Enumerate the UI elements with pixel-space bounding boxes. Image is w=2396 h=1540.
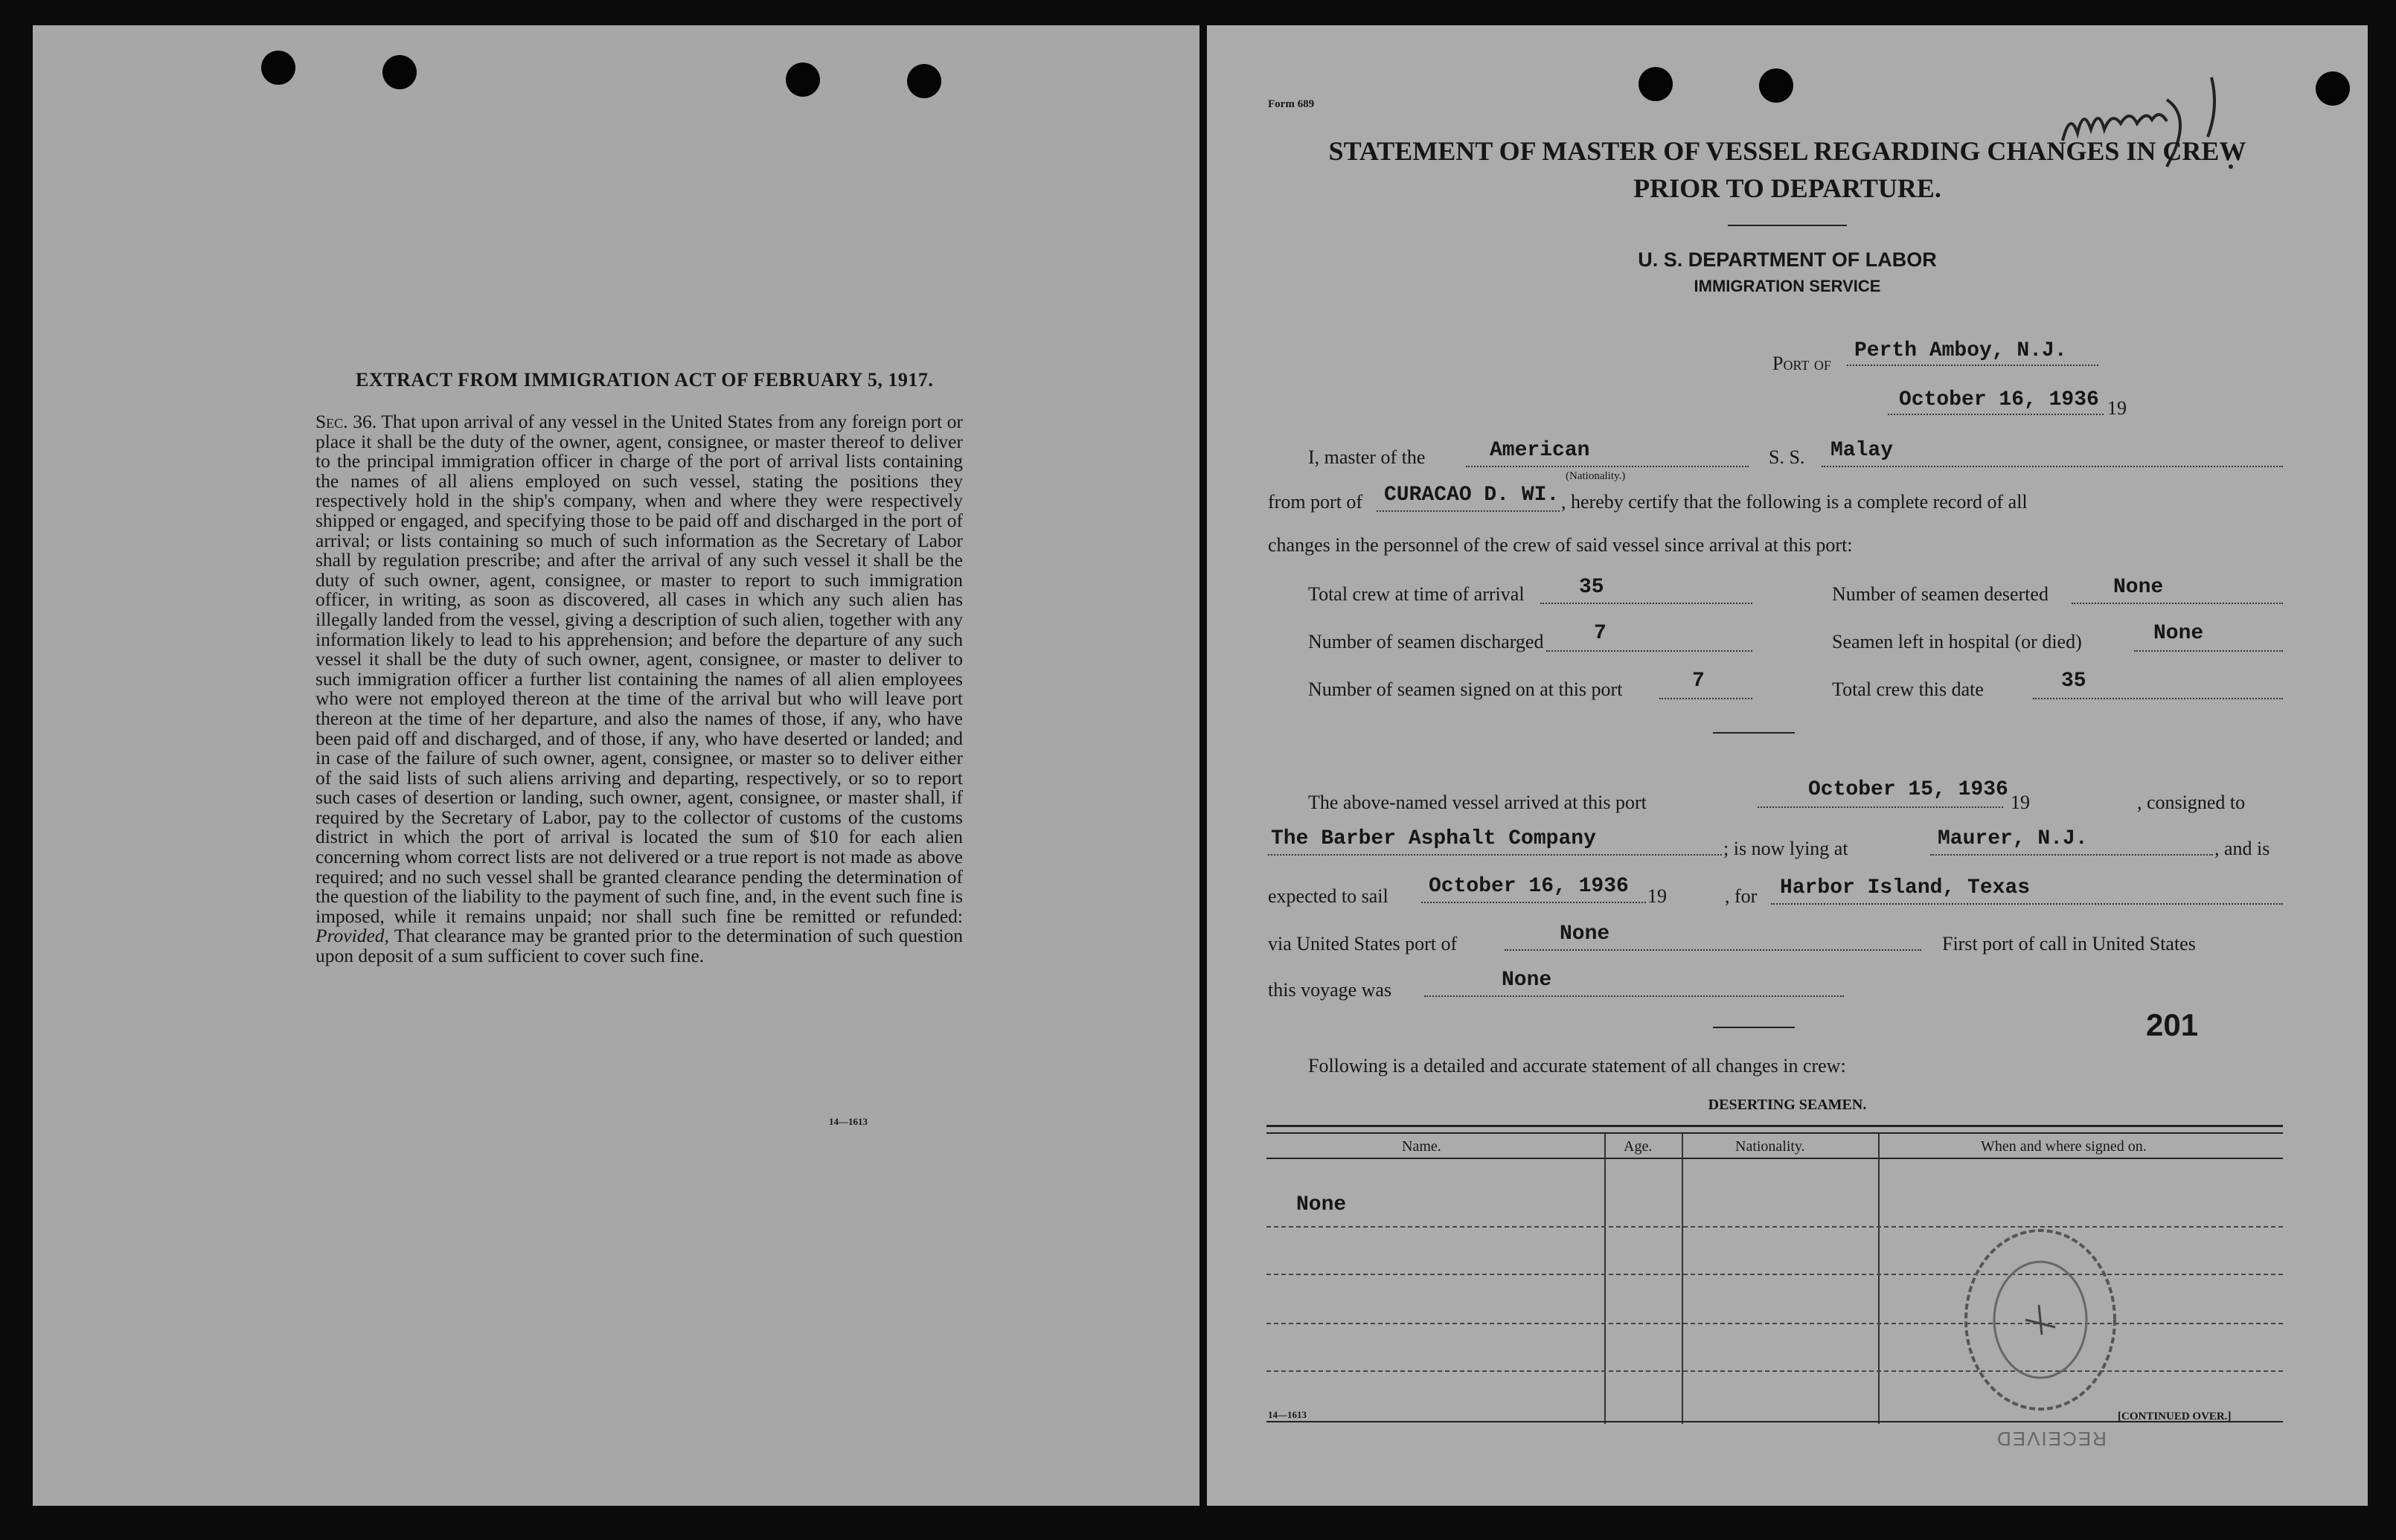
table-column-divider	[1682, 1134, 1683, 1424]
form-title-line1: STATEMENT OF MASTER OF VESSEL REGARDING CHANGES IN CREW	[1328, 136, 2246, 166]
table-entry-name: None	[1296, 1193, 1347, 1216]
hospital-value: None	[2153, 622, 2204, 645]
from-port-label: from port of	[1268, 491, 1363, 513]
divider	[1728, 225, 1847, 226]
master-prefix: I, master of the	[1308, 446, 1426, 468]
extract-text: That upon arrival of any vessel in the United States from any foreign port or place it shall be the duty of the owner, agent, consignee, or master thereof to deliver to the principal immigration officer in charge of the port of arrival lists containing the names of all aliens employed on such vessel, stating the positions they respectively hold in the ship's company, when and where they were respectively shipped or engaged, and specifying those to be paid off and discharged in the port of arrival; or lists containing so much of such information as the Secretary of Labor shall by regulation prescribe; and after the arrival of any such vessel it shall be the duty of such owner, agent, consignee, or master to report to such immigration officer, in writing, as soon as discovered, all cases in which any such alien has illegally landed from the vessel, giving a description of such alien, together with any information likely to lead to his apprehension; and before the departure of any such vessel it shall be the duty of such owner, agent, consignee, or master to deliver to such immigration officer a further list containing the names of all alien employees who were not employed thereon at the time of the arrival but who will leave port thereon at the time of her departure, and also the names of those, if any, who have been paid off and discharged, and of those, if any, who have deserted or landed; and in case of the failure of such owner, agent, consignee, or master so to deliver either of the said lists of such aliens arriving and departing, respectively, or so to report such cases of desertion or landing, such owner, agent, consignee, or master shall, if required by the Secretary of Labor, pay to the collector of customs of the customs district in which the port of arrival is located the sum of $10 for each alien concerning whom correct lists are not delivered or a true report is not made as above required; and no such vessel shall be granted clearance pending the determination of the question of the liability to the payment of such fine, and, in the event such fine is imposed, while it remains unpaid; nor shall such fine be remitted or refunded:	[315, 411, 963, 927]
underline	[1505, 949, 1921, 951]
hospital-label: Seamen left in hospital (or died)	[1832, 631, 2082, 652]
changes-text: changes in the personnel of the crew of said vessel since arrival at this port:	[1268, 534, 1853, 556]
deserted-value: None	[2113, 576, 2164, 599]
table-row-line	[1266, 1370, 2283, 1372]
expected-value: October 16, 1936	[1429, 875, 1629, 898]
col-header-name: Name.	[1402, 1138, 1441, 1155]
underline	[1546, 650, 1752, 652]
underline	[1466, 466, 1749, 467]
table-row-line	[1266, 1226, 2283, 1228]
arrived-prefix: The above-named vessel arrived at this port	[1308, 792, 1647, 813]
punch-hole	[382, 55, 417, 89]
total-crew-date-value: 35	[2061, 670, 2086, 693]
first-port-label: First port of call in United States	[1942, 933, 2196, 955]
col-header-age: Age.	[1624, 1138, 1653, 1155]
extract-title: EXTRACT FROM IMMIGRATION ACT OF FEBRUARY 5, 1917.	[356, 369, 934, 391]
underline	[1424, 995, 1844, 997]
received-stamp-seal	[1951, 1201, 2130, 1424]
expected-label: expected to sail	[1268, 885, 1388, 907]
underline	[1421, 902, 1646, 903]
underline	[1659, 698, 1752, 699]
footer-code: 14—1613	[1268, 1409, 1307, 1420]
service-name: IMMIGRATION SERVICE	[1694, 277, 1881, 295]
form-title-line2: PRIOR TO DEPARTURE.	[1633, 173, 1941, 203]
table-column-divider	[1604, 1134, 1606, 1424]
consigned-suffix: , consigned to	[2137, 792, 2246, 813]
table-header-rule	[1266, 1158, 2283, 1159]
date-value: October 16, 1936	[1899, 388, 2099, 411]
ss-label: S. S.	[1769, 446, 1805, 468]
lying-value: Maurer, N.J.	[1938, 827, 2088, 850]
for-label: , for	[1725, 885, 1758, 907]
underline	[2072, 603, 2283, 604]
voyage-value: None	[1502, 969, 1552, 992]
table-top-rule	[1266, 1125, 2283, 1127]
arrived-year-suffix: 19	[2011, 792, 2030, 813]
consignee-value: The Barber Asphalt Company	[1271, 827, 1596, 850]
and-is: , and is	[2214, 838, 2270, 859]
punch-hole	[261, 51, 295, 85]
discharged-label: Number of seamen discharged	[1308, 631, 1544, 652]
col-header-nationality: Nationality.	[1735, 1138, 1805, 1155]
underline	[1268, 854, 1722, 856]
punch-hole	[2316, 71, 2350, 106]
underline	[1758, 806, 2003, 808]
extract-body	[315, 412, 963, 966]
total-crew-arrival-value: 35	[1579, 576, 1604, 599]
arrived-value: October 15, 1936	[1808, 778, 2008, 801]
col-header-signed-on: When and where signed on.	[1981, 1138, 2147, 1155]
divider	[1713, 1027, 1795, 1028]
provided-word: Provided,	[315, 925, 389, 947]
table-top-rule	[1266, 1132, 2283, 1134]
nationality-value: American	[1490, 439, 1590, 462]
nationality-caption: (Nationality.)	[1566, 470, 1626, 482]
underline	[2134, 650, 2283, 652]
discharged-value: 7	[1594, 622, 1607, 645]
continued-note: [CONTINUED OVER.]	[2118, 1411, 2232, 1422]
form-code: 14—1613	[829, 1116, 868, 1127]
ship-name: Malay	[1830, 439, 1894, 462]
signed-on-label: Number of seamen signed on at this port	[1308, 678, 1623, 700]
underline	[1847, 365, 2098, 366]
received-stamp: RECEIVED	[1996, 1428, 2107, 1450]
punch-hole	[1759, 68, 1793, 103]
port-label: Port of	[1772, 353, 1831, 374]
via-value: None	[1560, 923, 1610, 946]
page-number: 201	[2146, 1007, 2199, 1042]
underline	[1377, 510, 1560, 512]
left-page	[33, 25, 1199, 1506]
underline	[2033, 698, 2283, 699]
total-crew-date-label: Total crew this date	[1832, 678, 1984, 700]
voyage-label: this voyage was	[1268, 979, 1392, 1001]
underline	[1822, 466, 2283, 467]
section-label: Sec. 36.	[315, 411, 377, 432]
punch-hole	[1639, 67, 1673, 101]
certify-text: , hereby certify that the following is a complete record of all	[1561, 491, 2028, 513]
following-text: Following is a detailed and accurate statement of all changes in crew:	[1308, 1055, 1846, 1077]
total-crew-arrival-label: Total crew at time of arrival	[1308, 583, 1525, 605]
year-suffix: 19	[2107, 397, 2127, 419]
underline	[1930, 854, 2213, 856]
deserted-label: Number of seamen deserted	[1832, 583, 2049, 605]
extract-text-end: That clearance may be granted prior to the determination of such question upon deposit of a sum sufficient to cover such fine.	[315, 925, 963, 967]
lying-label: ; is now lying at	[1723, 838, 1848, 859]
punch-hole	[907, 64, 941, 98]
punch-hole	[786, 62, 820, 97]
port-value: Perth Amboy, N.J.	[1854, 339, 2067, 362]
signed-on-value: 7	[1692, 670, 1705, 693]
deserting-heading: DESERTING SEAMEN.	[1708, 1097, 1867, 1113]
form-number: Form 689	[1268, 98, 1315, 110]
from-port-value: CURACAO D. WI.	[1384, 484, 1560, 507]
expected-year-suffix: 19	[1647, 885, 1667, 907]
underline	[1771, 903, 2283, 905]
department-name: U. S. DEPARTMENT OF LABOR	[1638, 248, 1937, 271]
table-row-line	[1266, 1274, 2283, 1275]
divider	[1713, 732, 1795, 734]
table-column-divider	[1878, 1134, 1880, 1424]
via-label: via United States port of	[1268, 933, 1458, 955]
underline	[1540, 603, 1752, 604]
destination-value: Harbor Island, Texas	[1780, 876, 2031, 899]
underline	[1888, 414, 2104, 415]
right-page	[1207, 25, 2368, 1506]
table-row-line	[1266, 1323, 2283, 1324]
